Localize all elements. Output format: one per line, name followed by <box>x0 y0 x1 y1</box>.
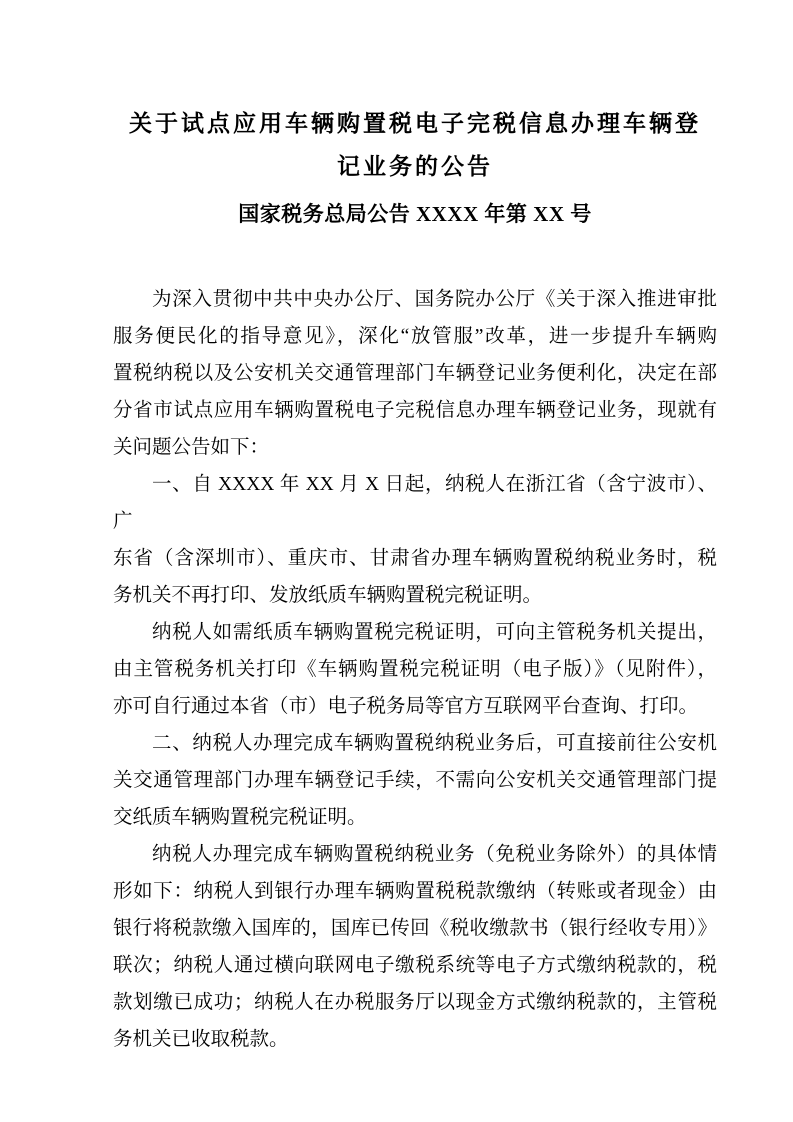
paragraph-line: 一、自 XXXX 年 XX 月 X 日起，纳税人在浙江省（含宁波市）、广 <box>113 474 717 532</box>
title-line-1: 关于试点应用车辆购置税电子完税信息办理车辆登 <box>129 111 701 136</box>
paragraph-line: 二、纳税人办理完成车辆购置税纳税业务后，可直接前往公安机 <box>152 733 717 754</box>
paragraph-3 <box>113 614 717 725</box>
paragraph-line: 关问题公告如下： <box>113 437 270 458</box>
paragraph-line: 关交通管理部门办理车辆登记手续，不需向公安机关交通管理部门提 <box>113 770 717 791</box>
paragraph-line: 为深入贯彻中共中央办公厅、国务院办公厅《关于深入推进审批 <box>152 289 717 310</box>
document-subtitle: 国家税务总局公告 XXXX 年第 XX 号 <box>238 202 592 226</box>
paragraph-line: 置税纳税以及公安机关交通管理部门车辆登记业务便利化，决定在部 <box>113 363 717 384</box>
paragraph-1 <box>113 281 717 466</box>
paragraph-line: 务机关不再打印、发放纸质车辆购置税完税证明。 <box>113 585 543 606</box>
paragraph-line: 联次；纳税人通过横向联网电子缴税系统等电子方式缴纳税款的，税 <box>113 955 717 976</box>
paragraph-line: 务机关已收取税款。 <box>113 1029 289 1050</box>
paragraph-line: 交纸质车辆购置税完税证明。 <box>113 807 367 828</box>
paragraph-2 <box>113 466 717 614</box>
paragraph-line: 分省市试点应用车辆购置税电子完税信息办理车辆登记业务，现就有 <box>113 400 717 421</box>
title-line-2: 记业务的公告 <box>337 154 493 179</box>
paragraph-line: 纳税人如需纸质车辆购置税完税证明，可向主管税务机关提出， <box>152 622 717 643</box>
paragraph-line: 形如下：纳税人到银行办理车辆购置税税款缴纳（转账或者现金）由 <box>113 881 717 902</box>
paragraph-4 <box>113 725 717 836</box>
paragraph-line: 款划缴已成功；纳税人在办税服务厅以现金方式缴纳税款的，主管税 <box>113 992 717 1013</box>
paragraph-5 <box>113 836 717 1058</box>
paragraph-line: 服务便民化的指导意见》，深化“放管服”改革，进一步提升车辆购 <box>113 326 717 347</box>
document-body <box>113 281 717 1058</box>
paragraph-line: 银行将税款缴入国库的，国库已传回《税收缴款书（银行经收专用）》 <box>113 918 717 939</box>
paragraph-line: 纳税人办理完成车辆购置税纳税业务（免税业务除外）的具体情 <box>152 844 717 865</box>
paragraph-line: 亦可自行通过本省（市）电子税务局等官方互联网平台查询、打印。 <box>113 696 699 717</box>
document-title <box>113 102 717 188</box>
paragraph-line: 东省（含深圳市）、重庆市、甘肃省办理车辆购置税纳税业务时，税 <box>113 548 717 569</box>
paragraph-line: 由主管税务机关打印《车辆购置税完税证明（电子版）》（见附件）， <box>113 659 717 680</box>
